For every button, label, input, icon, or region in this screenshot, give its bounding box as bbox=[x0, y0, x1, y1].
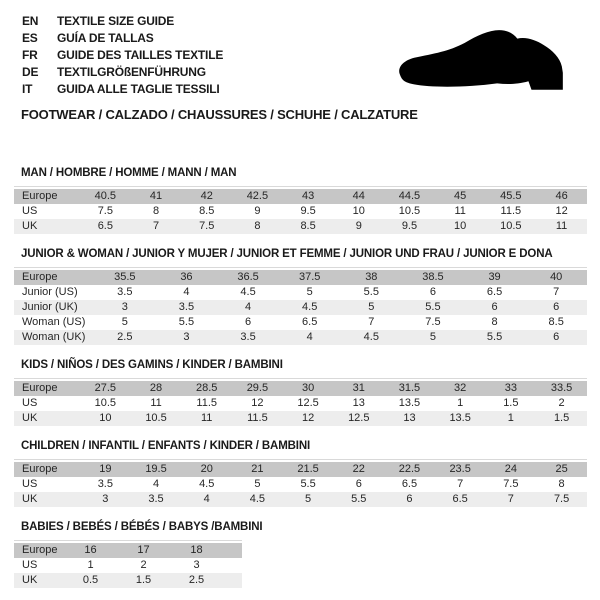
table-rule bbox=[14, 459, 587, 507]
size-cell: 4 bbox=[279, 330, 341, 345]
size-cell: 13 bbox=[384, 411, 435, 426]
table-row bbox=[14, 462, 587, 477]
size-cell: 42.5 bbox=[232, 189, 283, 204]
row-label: Europe bbox=[14, 543, 64, 558]
size-cell: 3 bbox=[94, 300, 156, 315]
size-cell: 4.5 bbox=[279, 300, 341, 315]
table-row bbox=[14, 330, 587, 345]
size-cell: 31 bbox=[333, 381, 384, 396]
size-cell: 3 bbox=[170, 558, 223, 573]
size-cell: 1 bbox=[64, 558, 117, 573]
size-cell: 19.5 bbox=[131, 462, 182, 477]
table-row bbox=[14, 558, 242, 573]
size-cell: 10.5 bbox=[131, 411, 182, 426]
table-rule bbox=[14, 267, 587, 345]
size-cell: 40.5 bbox=[80, 189, 131, 204]
size-cell: 1 bbox=[486, 411, 537, 426]
spacer-cell bbox=[223, 543, 242, 558]
row-label: Europe bbox=[14, 270, 94, 285]
size-cell: 8.5 bbox=[181, 204, 232, 219]
table-row bbox=[14, 204, 587, 219]
size-cell: 8 bbox=[536, 477, 587, 492]
size-cell: 13.5 bbox=[384, 396, 435, 411]
size-cell: 1.5 bbox=[486, 396, 537, 411]
size-cell: 10.5 bbox=[384, 204, 435, 219]
size-cell: 35.5 bbox=[94, 270, 156, 285]
spacer-cell bbox=[223, 558, 242, 573]
size-cell: 6.5 bbox=[80, 219, 131, 234]
size-cell: 31.5 bbox=[384, 381, 435, 396]
table-block-junior-woman bbox=[14, 248, 587, 345]
table-row bbox=[14, 270, 587, 285]
table-block-man bbox=[14, 167, 587, 234]
table-title: KIDS / NIÑOS / DES GAMINS / KINDER / BAMBINI bbox=[21, 359, 283, 371]
size-cell: 10 bbox=[435, 219, 486, 234]
size-cell: 7.5 bbox=[486, 477, 537, 492]
size-cell: 4 bbox=[131, 477, 182, 492]
size-cell: 11.5 bbox=[486, 204, 537, 219]
row-label: US bbox=[14, 396, 80, 411]
table-row bbox=[14, 315, 587, 330]
size-cell: 44 bbox=[333, 189, 384, 204]
table-title: MAN / HOMBRE / HOMME / MANN / MAN bbox=[21, 167, 237, 179]
size-cell: 46 bbox=[536, 189, 587, 204]
size-cell: 27.5 bbox=[80, 381, 131, 396]
size-cell: 9.5 bbox=[283, 204, 334, 219]
size-cell: 45.5 bbox=[486, 189, 537, 204]
language-label: GUIDA ALLE TAGLIE TESSILI bbox=[57, 81, 220, 96]
size-cell: 7 bbox=[486, 492, 537, 507]
size-table-children bbox=[14, 462, 587, 507]
size-cell: 21 bbox=[232, 462, 283, 477]
size-cell: 5.5 bbox=[333, 492, 384, 507]
size-cell: 17 bbox=[117, 543, 170, 558]
table-block-children bbox=[14, 440, 587, 507]
language-code: ES bbox=[22, 30, 38, 45]
size-cell: 11 bbox=[131, 396, 182, 411]
size-cell: 38.5 bbox=[402, 270, 464, 285]
spacer-cell bbox=[223, 573, 242, 588]
size-cell: 38 bbox=[341, 270, 403, 285]
size-tables-section bbox=[14, 150, 587, 600]
language-row-fr bbox=[22, 46, 223, 63]
language-code: EN bbox=[22, 13, 39, 28]
size-cell: 1.5 bbox=[536, 411, 587, 426]
size-cell: 3.5 bbox=[156, 300, 218, 315]
size-cell: 1 bbox=[435, 396, 486, 411]
size-cell: 4.5 bbox=[232, 492, 283, 507]
size-cell: 11 bbox=[181, 411, 232, 426]
size-cell: 10 bbox=[333, 204, 384, 219]
size-cell: 2 bbox=[536, 396, 587, 411]
table-rule bbox=[14, 540, 242, 588]
size-cell: 6 bbox=[333, 477, 384, 492]
size-cell: 2.5 bbox=[170, 573, 223, 588]
size-cell: 5.5 bbox=[156, 315, 218, 330]
size-cell: 12.5 bbox=[283, 396, 334, 411]
size-cell: 5 bbox=[283, 492, 334, 507]
row-label: Europe bbox=[14, 189, 80, 204]
table-row bbox=[14, 543, 242, 558]
row-label: Europe bbox=[14, 462, 80, 477]
size-cell: 6.5 bbox=[435, 492, 486, 507]
table-rule bbox=[14, 186, 587, 234]
row-label: Junior (US) bbox=[14, 285, 94, 300]
size-cell: 20 bbox=[181, 462, 232, 477]
language-label: TEXTILE SIZE GUIDE bbox=[57, 13, 175, 28]
size-cell: 18 bbox=[170, 543, 223, 558]
size-cell: 44.5 bbox=[384, 189, 435, 204]
size-cell: 7 bbox=[435, 477, 486, 492]
table-row bbox=[14, 477, 587, 492]
size-cell: 10.5 bbox=[486, 219, 537, 234]
size-cell: 5.5 bbox=[464, 330, 526, 345]
row-label: Europe bbox=[14, 381, 80, 396]
table-row bbox=[14, 396, 587, 411]
table-row bbox=[14, 573, 242, 588]
size-cell: 12 bbox=[232, 396, 283, 411]
language-row-en bbox=[22, 12, 223, 29]
size-cell: 4 bbox=[156, 285, 218, 300]
row-label: UK bbox=[14, 219, 80, 234]
size-cell: 13.5 bbox=[435, 411, 486, 426]
size-cell: 4.5 bbox=[217, 285, 279, 300]
table-block-kids bbox=[14, 359, 587, 426]
size-cell: 11.5 bbox=[232, 411, 283, 426]
size-cell: 41 bbox=[131, 189, 182, 204]
size-cell: 11 bbox=[435, 204, 486, 219]
size-cell: 5 bbox=[341, 300, 403, 315]
table-block-babies bbox=[14, 521, 263, 588]
size-cell: 6 bbox=[384, 492, 435, 507]
row-label: Woman (UK) bbox=[14, 330, 94, 345]
row-label: US bbox=[14, 558, 64, 573]
table-row bbox=[14, 381, 587, 396]
row-label: Junior (UK) bbox=[14, 300, 94, 315]
size-cell: 19 bbox=[80, 462, 131, 477]
size-cell: 39 bbox=[464, 270, 526, 285]
size-cell: 43 bbox=[283, 189, 334, 204]
size-cell: 1.5 bbox=[117, 573, 170, 588]
size-cell: 12 bbox=[283, 411, 334, 426]
size-cell: 5.5 bbox=[402, 300, 464, 315]
row-label: UK bbox=[14, 573, 64, 588]
table-row bbox=[14, 411, 587, 426]
row-label: US bbox=[14, 477, 80, 492]
size-cell: 7.5 bbox=[402, 315, 464, 330]
size-cell: 45 bbox=[435, 189, 486, 204]
size-cell: 3.5 bbox=[80, 477, 131, 492]
size-cell: 5 bbox=[279, 285, 341, 300]
table-row bbox=[14, 492, 587, 507]
size-cell: 6.5 bbox=[279, 315, 341, 330]
size-cell: 36 bbox=[156, 270, 218, 285]
language-row-es bbox=[22, 29, 223, 46]
size-cell: 10.5 bbox=[80, 396, 131, 411]
size-cell: 5.5 bbox=[283, 477, 334, 492]
size-table-junior-woman bbox=[14, 270, 587, 345]
table-row bbox=[14, 285, 587, 300]
size-cell: 5 bbox=[232, 477, 283, 492]
size-cell: 10 bbox=[80, 411, 131, 426]
size-cell: 30 bbox=[283, 381, 334, 396]
dress-shoe-icon bbox=[396, 28, 578, 94]
size-cell: 22.5 bbox=[384, 462, 435, 477]
size-cell: 3.5 bbox=[94, 285, 156, 300]
size-cell: 6 bbox=[525, 330, 587, 345]
size-cell: 24 bbox=[486, 462, 537, 477]
size-cell: 13 bbox=[333, 396, 384, 411]
size-cell: 7 bbox=[525, 285, 587, 300]
language-row-de bbox=[22, 63, 223, 80]
language-label: GUÍA DE TALLAS bbox=[57, 30, 154, 45]
size-cell: 7 bbox=[131, 219, 182, 234]
language-label: TEXTILGRÖßENFÜHRUNG bbox=[57, 64, 206, 79]
size-cell: 5.5 bbox=[341, 285, 403, 300]
size-cell: 33 bbox=[486, 381, 537, 396]
size-cell: 4 bbox=[181, 492, 232, 507]
size-cell: 28.5 bbox=[181, 381, 232, 396]
row-label: Woman (US) bbox=[14, 315, 94, 330]
size-cell: 11.5 bbox=[181, 396, 232, 411]
language-row-it bbox=[22, 80, 223, 97]
size-cell: 4.5 bbox=[181, 477, 232, 492]
language-code: IT bbox=[22, 81, 33, 96]
size-cell: 42 bbox=[181, 189, 232, 204]
size-cell: 8 bbox=[464, 315, 526, 330]
table-rule bbox=[14, 378, 587, 426]
size-cell: 29.5 bbox=[232, 381, 283, 396]
size-cell: 4.5 bbox=[341, 330, 403, 345]
language-label: GUIDE DES TAILLES TEXTILE bbox=[57, 47, 224, 62]
size-cell: 3.5 bbox=[131, 492, 182, 507]
size-cell: 6 bbox=[525, 300, 587, 315]
size-cell: 28 bbox=[131, 381, 182, 396]
size-cell: 40 bbox=[525, 270, 587, 285]
size-cell: 22 bbox=[333, 462, 384, 477]
table-title: JUNIOR & WOMAN / JUNIOR Y MUJER / JUNIOR ET FEMME / JUNIOR UND FRAU / JUNIOR E DONA bbox=[21, 248, 553, 260]
size-cell: 8 bbox=[232, 219, 283, 234]
size-cell: 25 bbox=[536, 462, 587, 477]
size-cell: 2.5 bbox=[94, 330, 156, 345]
size-cell: 6 bbox=[464, 300, 526, 315]
size-cell: 11 bbox=[536, 219, 587, 234]
size-cell: 0.5 bbox=[64, 573, 117, 588]
language-code: DE bbox=[22, 64, 39, 79]
size-cell: 32 bbox=[435, 381, 486, 396]
size-table-man bbox=[14, 189, 587, 234]
language-title-list bbox=[22, 12, 223, 97]
size-cell: 36.5 bbox=[217, 270, 279, 285]
size-cell: 7.5 bbox=[536, 492, 587, 507]
size-cell: 33.5 bbox=[536, 381, 587, 396]
size-cell: 5 bbox=[402, 330, 464, 345]
size-cell: 2 bbox=[117, 558, 170, 573]
size-cell: 9.5 bbox=[384, 219, 435, 234]
size-cell: 6.5 bbox=[464, 285, 526, 300]
size-cell: 8.5 bbox=[525, 315, 587, 330]
size-cell: 9 bbox=[232, 204, 283, 219]
size-cell: 8 bbox=[131, 204, 182, 219]
row-label: UK bbox=[14, 411, 80, 426]
size-cell: 7 bbox=[341, 315, 403, 330]
table-row bbox=[14, 189, 587, 204]
category-title: FOOTWEAR / CALZADO / CHAUSSURES / SCHUHE / CALZATURE bbox=[21, 107, 418, 122]
size-cell: 7.5 bbox=[181, 219, 232, 234]
size-cell: 6.5 bbox=[384, 477, 435, 492]
size-cell: 12.5 bbox=[333, 411, 384, 426]
size-cell: 6 bbox=[402, 285, 464, 300]
size-cell: 3 bbox=[80, 492, 131, 507]
size-cell: 12 bbox=[536, 204, 587, 219]
size-table-babies bbox=[14, 543, 242, 588]
size-cell: 6 bbox=[217, 315, 279, 330]
table-title: CHILDREN / INFANTIL / ENFANTS / KINDER / BAMBINI bbox=[21, 440, 311, 452]
size-cell: 23.5 bbox=[435, 462, 486, 477]
size-cell: 3.5 bbox=[217, 330, 279, 345]
row-label: US bbox=[14, 204, 80, 219]
table-row bbox=[14, 219, 587, 234]
size-table-kids bbox=[14, 381, 587, 426]
size-cell: 5 bbox=[94, 315, 156, 330]
size-cell: 8.5 bbox=[283, 219, 334, 234]
size-cell: 37.5 bbox=[279, 270, 341, 285]
size-cell: 16 bbox=[64, 543, 117, 558]
size-cell: 3 bbox=[156, 330, 218, 345]
table-row bbox=[14, 300, 587, 315]
size-cell: 7.5 bbox=[80, 204, 131, 219]
table-title: BABIES / BEBÉS / BÉBÉS / BABYS /BAMBINI bbox=[21, 521, 263, 533]
language-code: FR bbox=[22, 47, 38, 62]
size-cell: 9 bbox=[333, 219, 384, 234]
row-label: UK bbox=[14, 492, 80, 507]
size-cell: 21.5 bbox=[283, 462, 334, 477]
size-cell: 4 bbox=[217, 300, 279, 315]
